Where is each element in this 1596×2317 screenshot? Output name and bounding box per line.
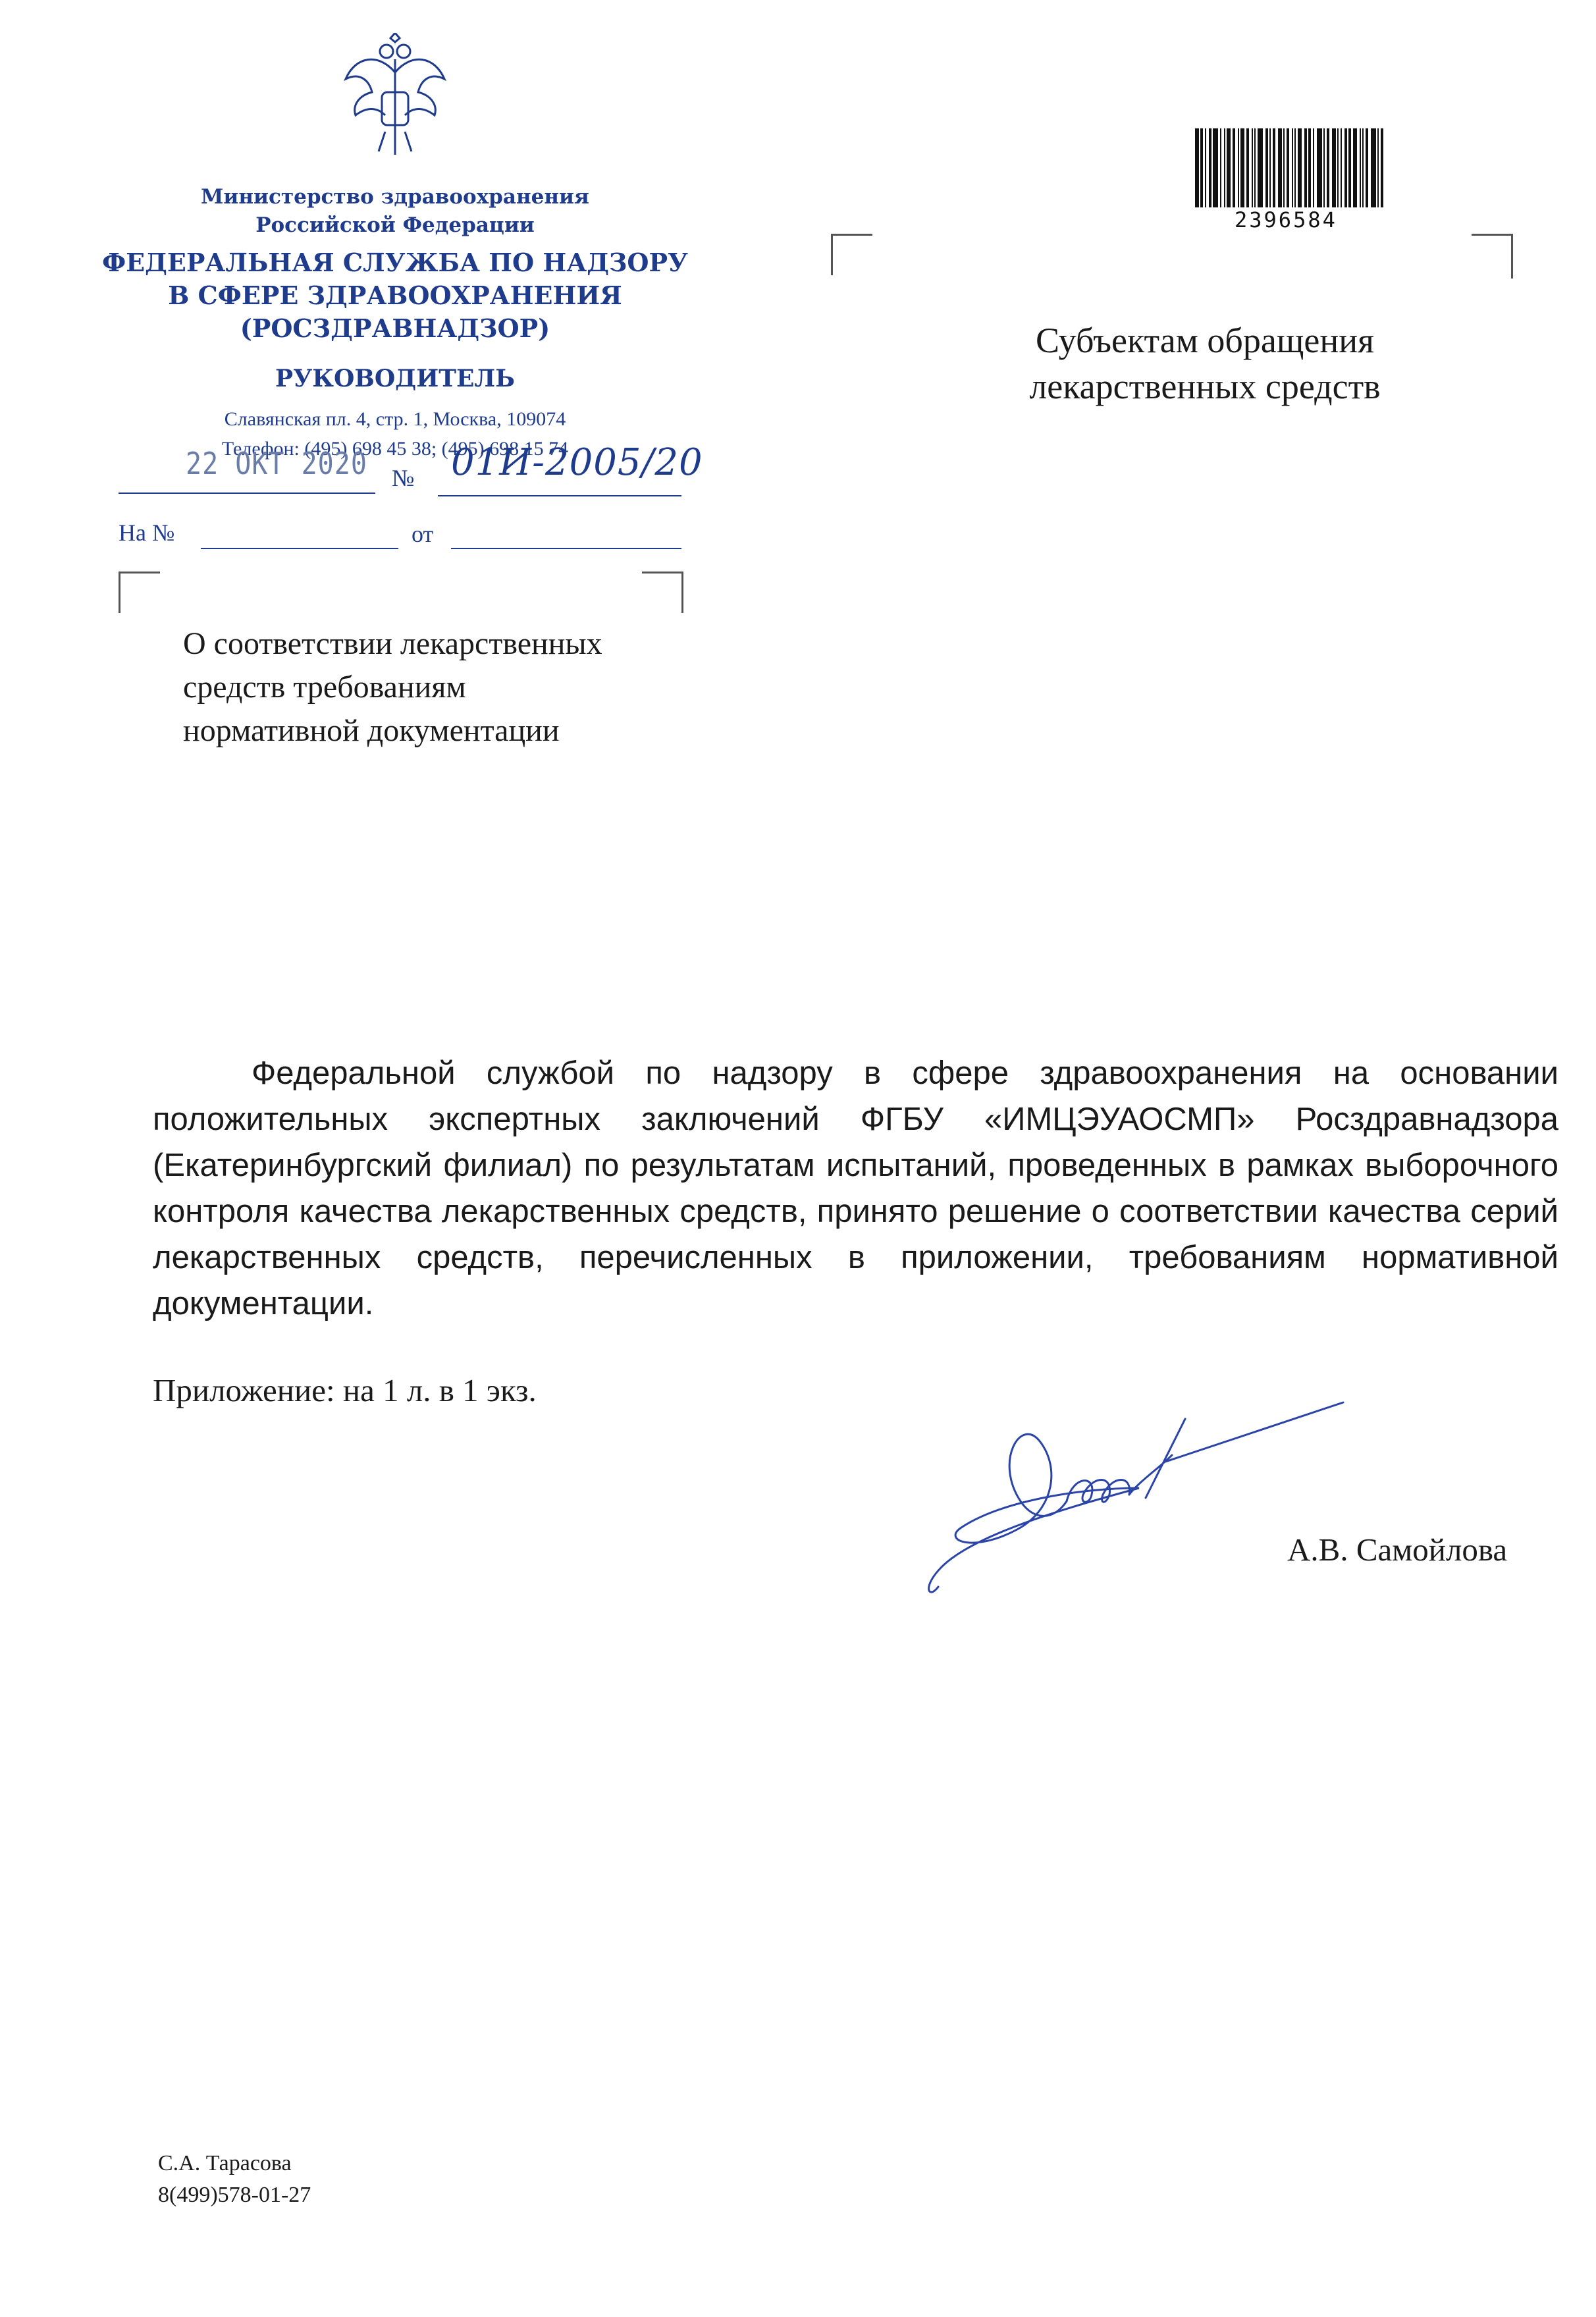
barcode-bar <box>1205 128 1206 207</box>
barcode-bar <box>1220 128 1221 207</box>
handwritten-signature <box>922 1389 1356 1607</box>
barcode-bar <box>1323 128 1325 207</box>
recipient-bracket-right <box>1472 234 1513 279</box>
barcode-bar <box>1246 128 1249 207</box>
barcode-bar <box>1304 128 1307 207</box>
barcode-bar <box>1278 128 1282 207</box>
barcode-bar <box>1238 128 1239 207</box>
barcode-bar <box>1298 128 1302 207</box>
barcode-bar <box>1371 128 1376 207</box>
signer-name: А.В. Самойлова <box>1287 1531 1508 1568</box>
recipient <box>974 317 1435 410</box>
ref-date-line <box>451 548 681 549</box>
letterhead <box>99 33 691 464</box>
subject-line-2: средств требованиям <box>183 670 466 705</box>
executor-phone: 8(499)578-01-27 <box>158 2183 311 2207</box>
barcode-bar <box>1341 128 1342 207</box>
barcode-bar <box>1317 128 1322 207</box>
barcode-bar <box>1292 128 1293 207</box>
barcode-bar <box>1353 128 1357 207</box>
barcode-bar <box>1327 128 1329 207</box>
barcode-bar <box>1344 128 1347 207</box>
head-title: РУКОВОДИТЕЛЬ <box>275 365 515 392</box>
barcode-bar <box>1209 128 1211 207</box>
executor-name: С.А. Тарасова <box>158 2151 292 2175</box>
subject <box>183 622 602 753</box>
barcode-bar <box>1377 128 1379 207</box>
service-line-2: В СФЕРЕ ЗДРАВООХРАНЕНИЯ <box>168 280 622 310</box>
barcode-bar <box>1273 128 1275 207</box>
ref-number-line <box>201 548 398 549</box>
address: Славянская пл. 4, стр. 1, Москва, 109074 <box>224 408 566 430</box>
barcode-bar <box>1381 128 1383 207</box>
service-name <box>99 246 691 345</box>
body-paragraph: Федеральной службой по надзору в сфере здравоохранения на основании положительных экспертных заключений ФГБУ «ИМЦЭУАОСМП» Росздравнадзора (Екатеринбургский филиал) по результатам испытаний, проведенных в рамках выборочного контроля качества лекарственных средств, принято решение о соответствии качества серий лекарственных средств, перечисленных в приложении, требованиям нормативной документации. <box>153 1055 1558 1321</box>
barcode-bar <box>1348 128 1351 207</box>
barcode-bar <box>1269 128 1271 207</box>
subject-line-3: нормативной документации <box>183 713 560 748</box>
barcode-bar <box>1283 128 1285 207</box>
barcode-bar <box>1252 128 1253 207</box>
barcode <box>1195 128 1399 207</box>
barcode-bar <box>1254 128 1256 207</box>
barcode-bar <box>1362 128 1364 207</box>
subject-line-1: О соответствии лекарственных <box>183 626 602 661</box>
coat-of-arms-icon <box>339 33 451 158</box>
subject-bracket-left <box>119 572 160 613</box>
date-stamp: 22 ОКТ 2020 <box>186 446 367 482</box>
barcode-bar <box>1240 128 1244 207</box>
barcode-bar <box>1233 128 1235 207</box>
barcode-bar <box>1224 128 1225 207</box>
barcode-bar <box>1294 128 1296 207</box>
barcode-number: 2396584 <box>1235 207 1337 232</box>
date-underline <box>119 493 375 494</box>
number-underline <box>438 495 681 496</box>
appendix-note: Приложение: на 1 л. в 1 экз. <box>153 1372 537 1408</box>
executor-block <box>158 2148 311 2211</box>
recipient-line-2: лекарственных средств <box>1029 367 1381 406</box>
barcode-bar <box>1265 128 1268 207</box>
service-line-1: ФЕДЕРАЛЬНАЯ СЛУЖБА ПО НАДЗОРУ <box>102 248 688 277</box>
body <box>153 1050 1558 1327</box>
barcode-bar <box>1366 128 1368 207</box>
ministry-line-2: Российской Федерации <box>255 213 535 237</box>
ministry-line-1: Министерство здравоохранения <box>201 185 589 209</box>
barcode-bar <box>1227 128 1231 207</box>
recipient-line-1: Субъектам обращения <box>1035 321 1375 360</box>
barcode-bar <box>1313 128 1314 207</box>
number-label: № <box>392 465 415 491</box>
barcode-bar <box>1287 128 1289 207</box>
barcode-bar <box>1332 128 1336 207</box>
barcode-bar <box>1360 128 1361 207</box>
barcode-bar <box>1200 128 1203 207</box>
registration-number: 01И-2005/20 <box>451 441 703 484</box>
service-line-3: (РОСЗДРАВНАДЗОР) <box>240 313 550 343</box>
phones: Телефон: (495) 698 45 38; (495) 698 15 74 <box>221 438 569 460</box>
barcode-bar <box>1213 128 1218 207</box>
barcode-bar <box>1308 128 1311 207</box>
ref-from-label: от <box>412 521 434 547</box>
ministry-name <box>99 183 691 240</box>
subject-bracket-right <box>642 572 683 613</box>
barcode-bar <box>1258 128 1263 207</box>
recipient-bracket-left <box>831 234 872 275</box>
barcode-bar <box>1337 128 1339 207</box>
ref-number-label: На № <box>119 519 175 546</box>
barcode-bar <box>1195 128 1199 207</box>
